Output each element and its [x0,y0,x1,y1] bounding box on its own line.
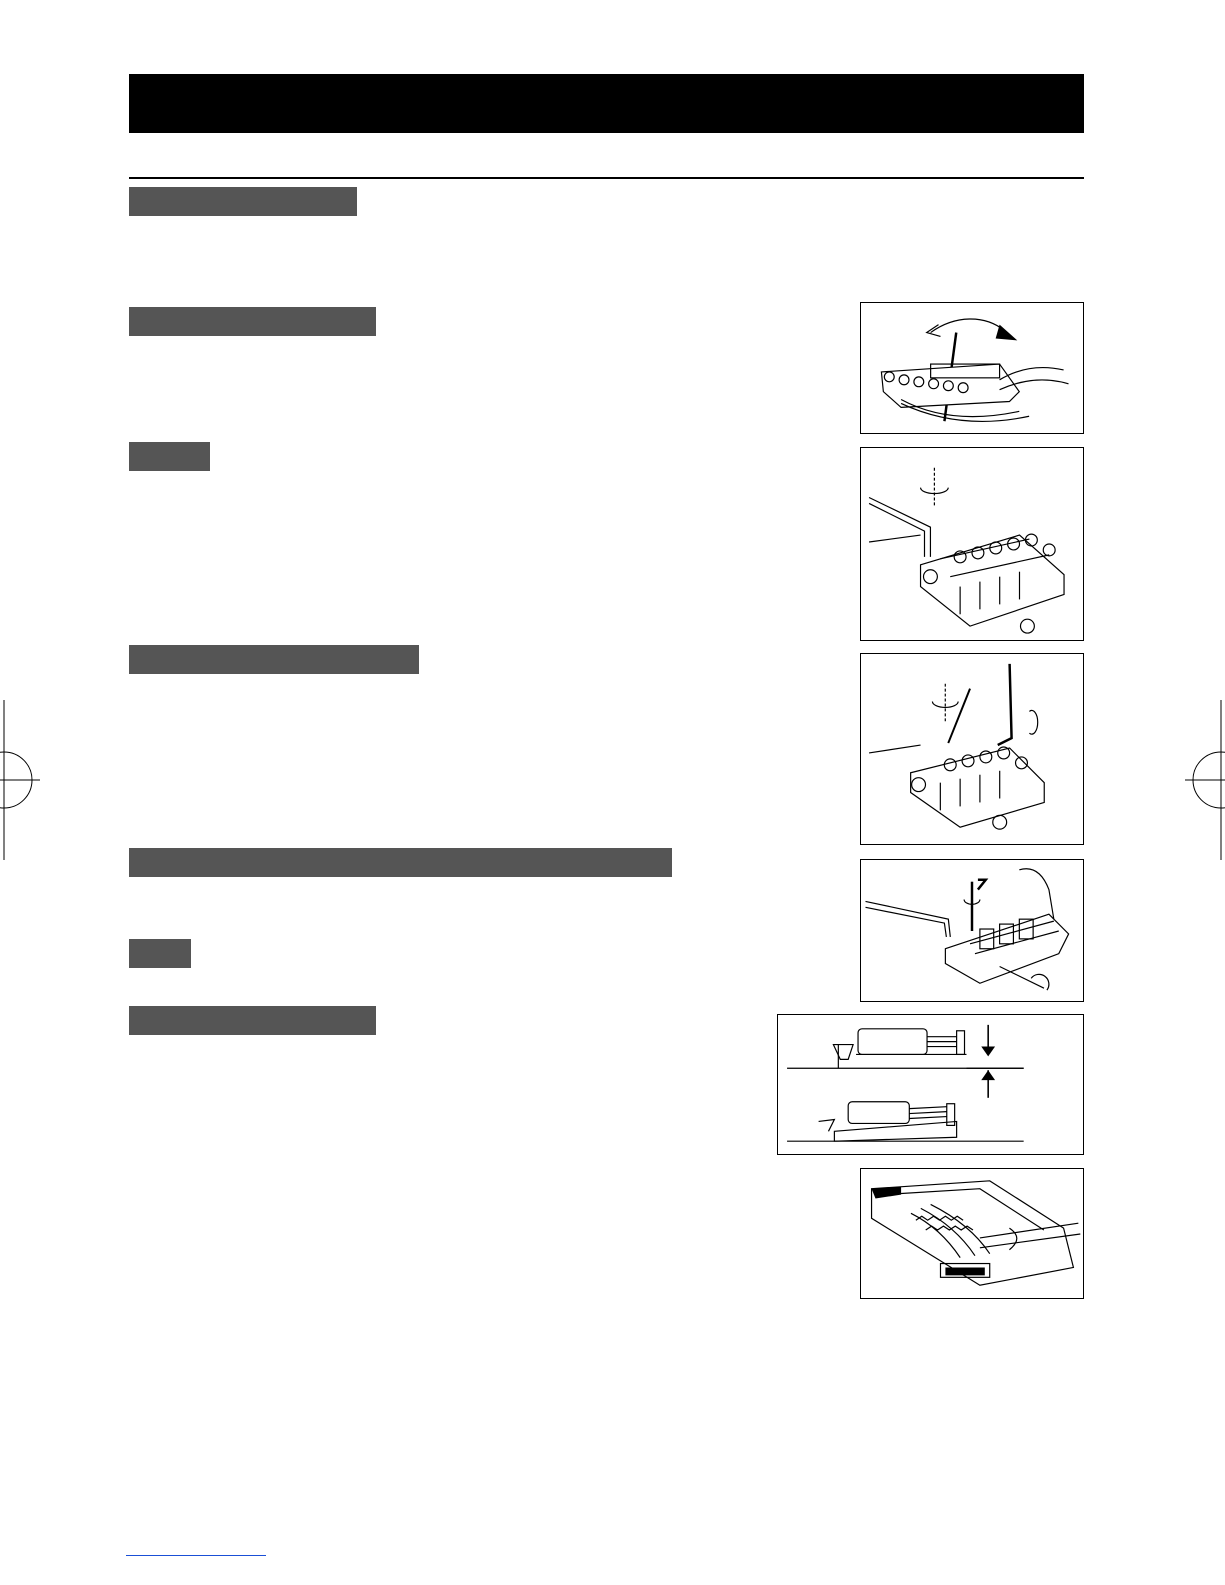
section-heading-2 [129,307,376,336]
fine-tuner-lock-illustration [860,859,1084,1002]
section-heading-7 [129,1006,376,1035]
saddle-adjust-hex-wrench-illustration [860,653,1084,845]
bridge-tilt-diagram [777,1014,1084,1155]
section-heading-6 [129,939,191,968]
crop-mark-left [0,700,40,860]
section-heading-4 [129,645,419,674]
crop-mark-right [1185,700,1225,860]
section-heading-1 [129,187,357,216]
tremolo-bridge-arm-illustration [860,302,1084,434]
section-heading-5 [129,848,672,877]
title-divider [129,177,1084,179]
bridge-height-hex-wrench-illustration [860,447,1084,641]
footer-link[interactable] [126,1555,266,1556]
spring-cavity-illustration [860,1168,1084,1299]
page-title-bar [129,74,1084,133]
section-heading-3 [129,442,210,471]
